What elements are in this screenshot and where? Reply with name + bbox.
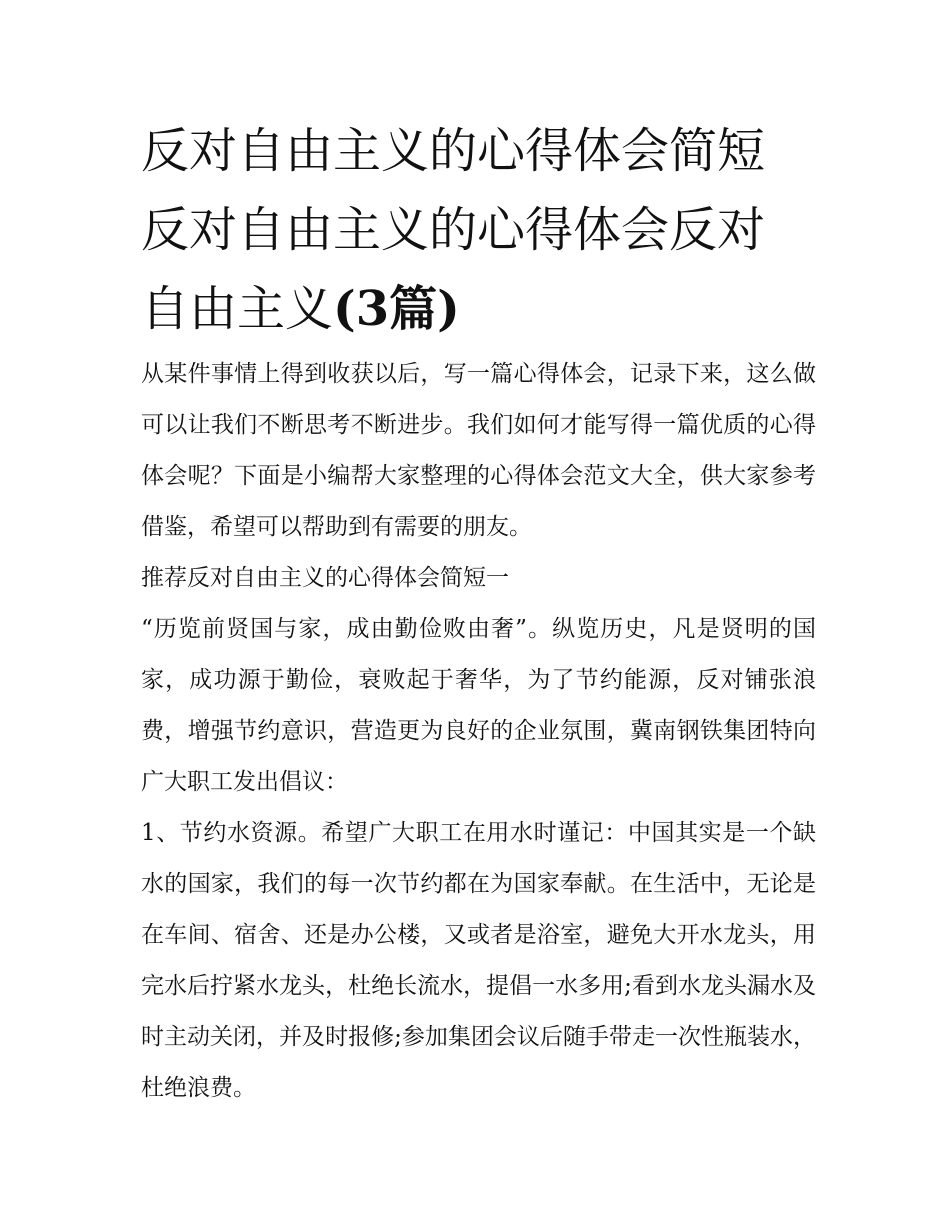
section-heading: 推荐反对自由主义的心得体会简短一 (141, 565, 509, 591)
document-content (141, 112, 816, 1114)
title-line-2: 反对自由主义的心得体会反对 (141, 202, 766, 258)
title-line-1: 反对自由主义的心得体会简短 (141, 123, 766, 179)
intro-paragraph: 从某件事情上得到收获以后，写一篇心得体会，记录下来，这么做可以让我们不断思考不断进步。我们如何才能写得一篇优质的心得体会呢？下面是小编帮大家整理的心得体会范文大全，供大家参考借鉴，希望可以帮助到有需要的朋友。 (141, 361, 816, 540)
document-title (141, 112, 816, 349)
title-suffix: (3篇) (333, 281, 460, 337)
paragraph-2: 1、节约水资源。希望广大职工在用水时谨记：中国其实是一个缺水的国家，我们的每一次节约都在为国家奉献。在生活中，无论是在车间、宿舍、还是办公楼，又或者是浴室，避免大开水龙头，用完水后拧紧水龙头，杜绝长流水，提倡一水多用;看到水龙头漏水及时主动关闭，并及时报修;参加集团会议后随手带走一次性瓶装水，杜绝浪费。 (141, 820, 816, 1101)
paragraph-1: “历览前贤国与家，成由勤俭败由奢”。纵览历史，凡是贤明的国家，成功源于勤俭，衰败起于奢华，为了节约能源，反对铺张浪费，增强节约意识，营造更为良好的企业氛围，冀南钢铁集团特向广大职工发出倡议： (141, 616, 816, 795)
title-line-3-text: 自由主义 (141, 281, 334, 337)
title-line-3 (141, 270, 816, 349)
document-body (141, 349, 816, 1114)
